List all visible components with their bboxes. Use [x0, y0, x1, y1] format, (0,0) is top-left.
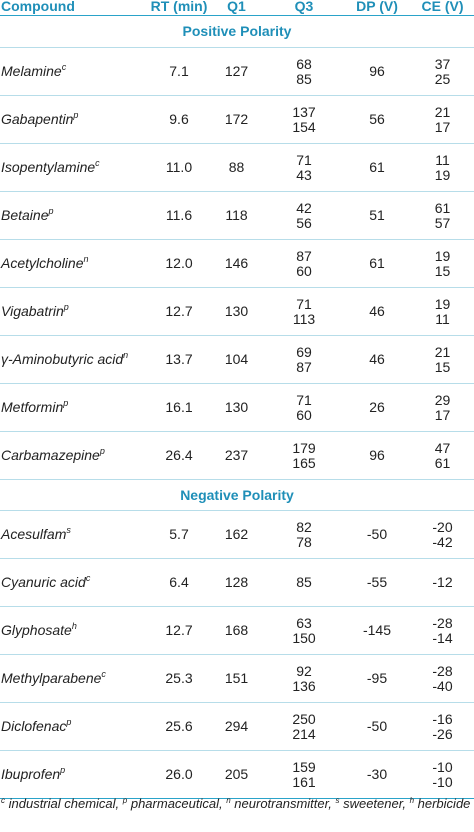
q3-value: 78 [296, 533, 312, 550]
header-q3: Q3 [265, 0, 343, 16]
q3-cell [265, 559, 343, 607]
q3-value: 85 [296, 70, 312, 87]
ce-value: 25 [434, 70, 451, 87]
ce-value: 47 [434, 439, 451, 456]
dp-cell: 61 [343, 240, 411, 288]
table-row [0, 703, 474, 751]
rt-cell: 25.6 [150, 703, 208, 751]
ce-value: -16 [432, 710, 453, 727]
footnote-key: c [1, 796, 5, 805]
table-row [0, 607, 474, 655]
ce-value: 21 [434, 343, 451, 360]
footnote-key: n [226, 796, 231, 805]
footnote-marker: p [48, 206, 54, 216]
compound-name: Diclofenac [1, 718, 67, 734]
section-row [0, 480, 474, 511]
q3-value: 71 [296, 151, 312, 168]
ce-value: 17 [434, 406, 451, 423]
header-dp: DP (V) [343, 0, 411, 16]
compound-cell [0, 511, 150, 559]
compound-cell [0, 655, 150, 703]
footnote-text: industrial chemical, [5, 796, 123, 811]
ce-value: 11 [435, 310, 450, 327]
dp-cell: -55 [343, 559, 411, 607]
table-row [0, 655, 474, 703]
footnote-marker: c [101, 669, 106, 679]
compound-name: Cyanuric acid [1, 574, 86, 590]
compound-name: Gabapentin [1, 111, 74, 127]
compound-cell [0, 144, 150, 192]
dp-cell: -145 [343, 607, 411, 655]
q3-cell [265, 607, 343, 655]
compound-cell [0, 96, 150, 144]
q1-cell: 127 [208, 48, 265, 96]
footnote-marker: n [83, 254, 89, 264]
q1-cell: 118 [208, 192, 265, 240]
q3-value: 87 [296, 247, 312, 264]
q3-cell [265, 48, 343, 96]
q3-cell [265, 240, 343, 288]
ce-value: 15 [434, 262, 451, 279]
ce-value: -28 [432, 614, 453, 631]
ce-value: 61 [434, 454, 451, 471]
ce-cell [411, 432, 474, 480]
footnote-marker: p [66, 717, 72, 727]
ce-cell [411, 655, 474, 703]
q1-cell: 172 [208, 96, 265, 144]
q3-cell [265, 703, 343, 751]
dp-cell: 26 [343, 384, 411, 432]
ce-value: 19 [434, 166, 451, 183]
rt-cell: 11.0 [150, 144, 208, 192]
footnote-marker: c [61, 62, 67, 72]
dp-cell: 51 [343, 192, 411, 240]
compound-name: Acetylcholine [1, 255, 84, 271]
q3-value: 87 [296, 358, 312, 375]
section-title: Positive Polarity [0, 16, 474, 48]
rt-cell: 25.3 [150, 655, 208, 703]
q3-value: 214 [292, 725, 316, 742]
ce-value: 61 [434, 199, 451, 216]
ce-value: 19 [434, 295, 451, 312]
q3-value: 159 [292, 758, 316, 775]
compound-name: Metformin [1, 399, 64, 415]
table-row [0, 384, 474, 432]
footnote-marker: h [71, 621, 77, 631]
ce-value: 37 [434, 55, 451, 72]
q3-value: 150 [292, 629, 316, 646]
footnote-marker: p [63, 302, 69, 312]
q3-value: 71 [296, 295, 312, 312]
q3-value: 161 [292, 773, 316, 790]
q3-cell [265, 336, 343, 384]
table-row [0, 511, 474, 559]
q3-value: 136 [292, 677, 316, 694]
compound-name: Methylparabene [1, 670, 102, 686]
ce-value: 15 [434, 358, 451, 375]
rt-cell: 12.0 [150, 240, 208, 288]
compound-cell [0, 751, 150, 799]
table-row [0, 96, 474, 144]
dp-cell: 56 [343, 96, 411, 144]
ce-value: -20 [432, 518, 453, 535]
dp-cell: -50 [343, 703, 411, 751]
rt-cell: 6.4 [150, 559, 208, 607]
q1-cell: 168 [208, 607, 265, 655]
section-title: Negative Polarity [0, 480, 474, 511]
q3-value: 85 [296, 574, 312, 590]
ce-cell [411, 96, 474, 144]
q1-cell: 130 [208, 384, 265, 432]
compound-name: Glyphosate [1, 622, 72, 638]
dp-cell: 96 [343, 48, 411, 96]
q1-cell: 104 [208, 336, 265, 384]
q3-cell [265, 751, 343, 799]
dp-cell: 61 [343, 144, 411, 192]
ce-value: -14 [432, 629, 453, 646]
table-body [0, 16, 474, 799]
compound-cell [0, 240, 150, 288]
q3-cell [265, 288, 343, 336]
ce-cell [411, 751, 474, 799]
rt-cell: 5.7 [150, 511, 208, 559]
ce-value: 57 [434, 214, 451, 231]
q1-cell: 130 [208, 288, 265, 336]
header-rt: RT (min) [150, 0, 208, 14]
table-row [0, 336, 474, 384]
table-row [0, 432, 474, 480]
compound-name: Melamine [1, 63, 62, 79]
rt-cell: 26.0 [150, 751, 208, 799]
ce-value: 21 [434, 103, 451, 120]
ce-cell [411, 48, 474, 96]
ce-value: -10 [432, 773, 453, 790]
table-row [0, 144, 474, 192]
compound-name: Carbamazepine [1, 447, 100, 463]
ce-value: -42 [432, 533, 453, 550]
ce-value: -10 [432, 758, 453, 775]
q1-cell: 128 [208, 559, 265, 607]
dp-cell: -30 [343, 751, 411, 799]
rt-cell: 7.1 [150, 48, 208, 96]
footnote-marker: p [60, 765, 66, 775]
ce-cell [411, 144, 474, 192]
header-compound: Compound [0, 0, 150, 16]
footnote-marker: s [66, 525, 71, 535]
footnote-marker: p [73, 110, 79, 120]
rt-cell: 9.6 [150, 96, 208, 144]
q1-cell: 151 [208, 655, 265, 703]
table-row [0, 559, 474, 607]
ce-cell [411, 336, 474, 384]
ce-value: -28 [432, 662, 453, 679]
ce-cell [411, 240, 474, 288]
q3-value: 250 [292, 710, 316, 727]
table-row [0, 240, 474, 288]
table-row [0, 192, 474, 240]
ce-value: 29 [434, 391, 451, 408]
dp-cell: -95 [343, 655, 411, 703]
q3-value: 56 [296, 214, 312, 231]
ce-value: -12 [432, 574, 453, 590]
compound-cell [0, 559, 150, 607]
q1-cell: 162 [208, 511, 265, 559]
ce-value: -26 [432, 725, 453, 742]
rt-cell: 12.7 [150, 607, 208, 655]
q3-value: 71 [296, 391, 312, 408]
q3-value: 43 [296, 166, 312, 183]
compound-cell [0, 192, 150, 240]
q1-cell: 146 [208, 240, 265, 288]
ce-cell [411, 384, 474, 432]
q3-value: 60 [296, 262, 312, 279]
compound-cell [0, 432, 150, 480]
rt-cell: 13.7 [150, 336, 208, 384]
rt-cell: 12.7 [150, 288, 208, 336]
ce-cell [411, 703, 474, 751]
q3-cell [265, 384, 343, 432]
ce-value: 11 [435, 151, 450, 168]
section-row [0, 16, 474, 48]
dp-cell: -50 [343, 511, 411, 559]
q3-value: 82 [296, 518, 312, 535]
q3-value: 69 [296, 343, 312, 360]
q3-value: 154 [292, 118, 316, 135]
q3-cell [265, 432, 343, 480]
footnote-text: pharmaceutical, [127, 796, 227, 811]
footnote-marker: n [123, 350, 129, 360]
dp-cell: 96 [343, 432, 411, 480]
q1-cell: 237 [208, 432, 265, 480]
compound-cell [0, 336, 150, 384]
compound-cell [0, 703, 150, 751]
ce-value: 19 [434, 247, 451, 264]
q3-cell [265, 144, 343, 192]
compound-cell [0, 48, 150, 96]
rt-cell: 26.4 [150, 432, 208, 480]
q3-value: 42 [296, 199, 312, 216]
footnote-key: h [409, 796, 415, 805]
q3-value: 63 [296, 614, 312, 631]
q3-value: 179 [292, 439, 316, 456]
q1-cell: 294 [208, 703, 265, 751]
compound-name: Betaine [1, 207, 49, 223]
footnote-text: herbicide [414, 796, 471, 811]
footnote-marker: c [85, 573, 91, 583]
ce-cell [411, 559, 474, 607]
ce-value: -40 [432, 677, 453, 694]
ce-cell [411, 511, 474, 559]
q3-value: 68 [296, 55, 312, 72]
compound-cell [0, 607, 150, 655]
q3-value: 165 [292, 454, 316, 471]
compound-name: γ-Aminobutyric acid [1, 351, 124, 367]
q3-cell [265, 511, 343, 559]
q3-value: 137 [292, 103, 316, 120]
header-q1: Q1 [208, 0, 265, 16]
compound-name: Ibuprofen [1, 766, 61, 782]
ce-cell [411, 288, 474, 336]
q3-value: 113 [292, 310, 316, 327]
footnote-marker: p [63, 398, 69, 408]
q3-cell [265, 655, 343, 703]
compound-name: Acesulfam [1, 526, 67, 542]
ce-value: 17 [434, 118, 451, 135]
q3-value: 60 [296, 406, 312, 423]
table-row [0, 288, 474, 336]
header-ce: CE (V) [411, 0, 474, 16]
footnote-marker: c [95, 158, 100, 168]
ce-cell [411, 607, 474, 655]
footnote-text: neurotransmitter, [230, 796, 336, 811]
dp-cell: 46 [343, 336, 411, 384]
ce-cell [411, 192, 474, 240]
q3-value: 92 [296, 662, 312, 679]
q1-cell: 88 [208, 144, 265, 192]
rt-cell: 16.1 [150, 384, 208, 432]
rt-cell: 11.6 [150, 192, 208, 240]
compound-cell [0, 384, 150, 432]
compound-name: Vigabatrin [1, 303, 64, 319]
table-row [0, 48, 474, 96]
footnote-key: p [122, 796, 128, 805]
table-row [0, 751, 474, 799]
q1-cell: 205 [208, 751, 265, 799]
dp-cell: 46 [343, 288, 411, 336]
table-header [0, 0, 474, 16]
compound-cell [0, 288, 150, 336]
compound-name: Isopentylamine [1, 159, 96, 175]
footnote-marker: p [99, 446, 105, 456]
footnote-text: sweetener, [339, 796, 410, 811]
q3-cell [265, 192, 343, 240]
footnote-key: s [335, 796, 340, 805]
q3-cell [265, 96, 343, 144]
footnote [1, 796, 474, 812]
